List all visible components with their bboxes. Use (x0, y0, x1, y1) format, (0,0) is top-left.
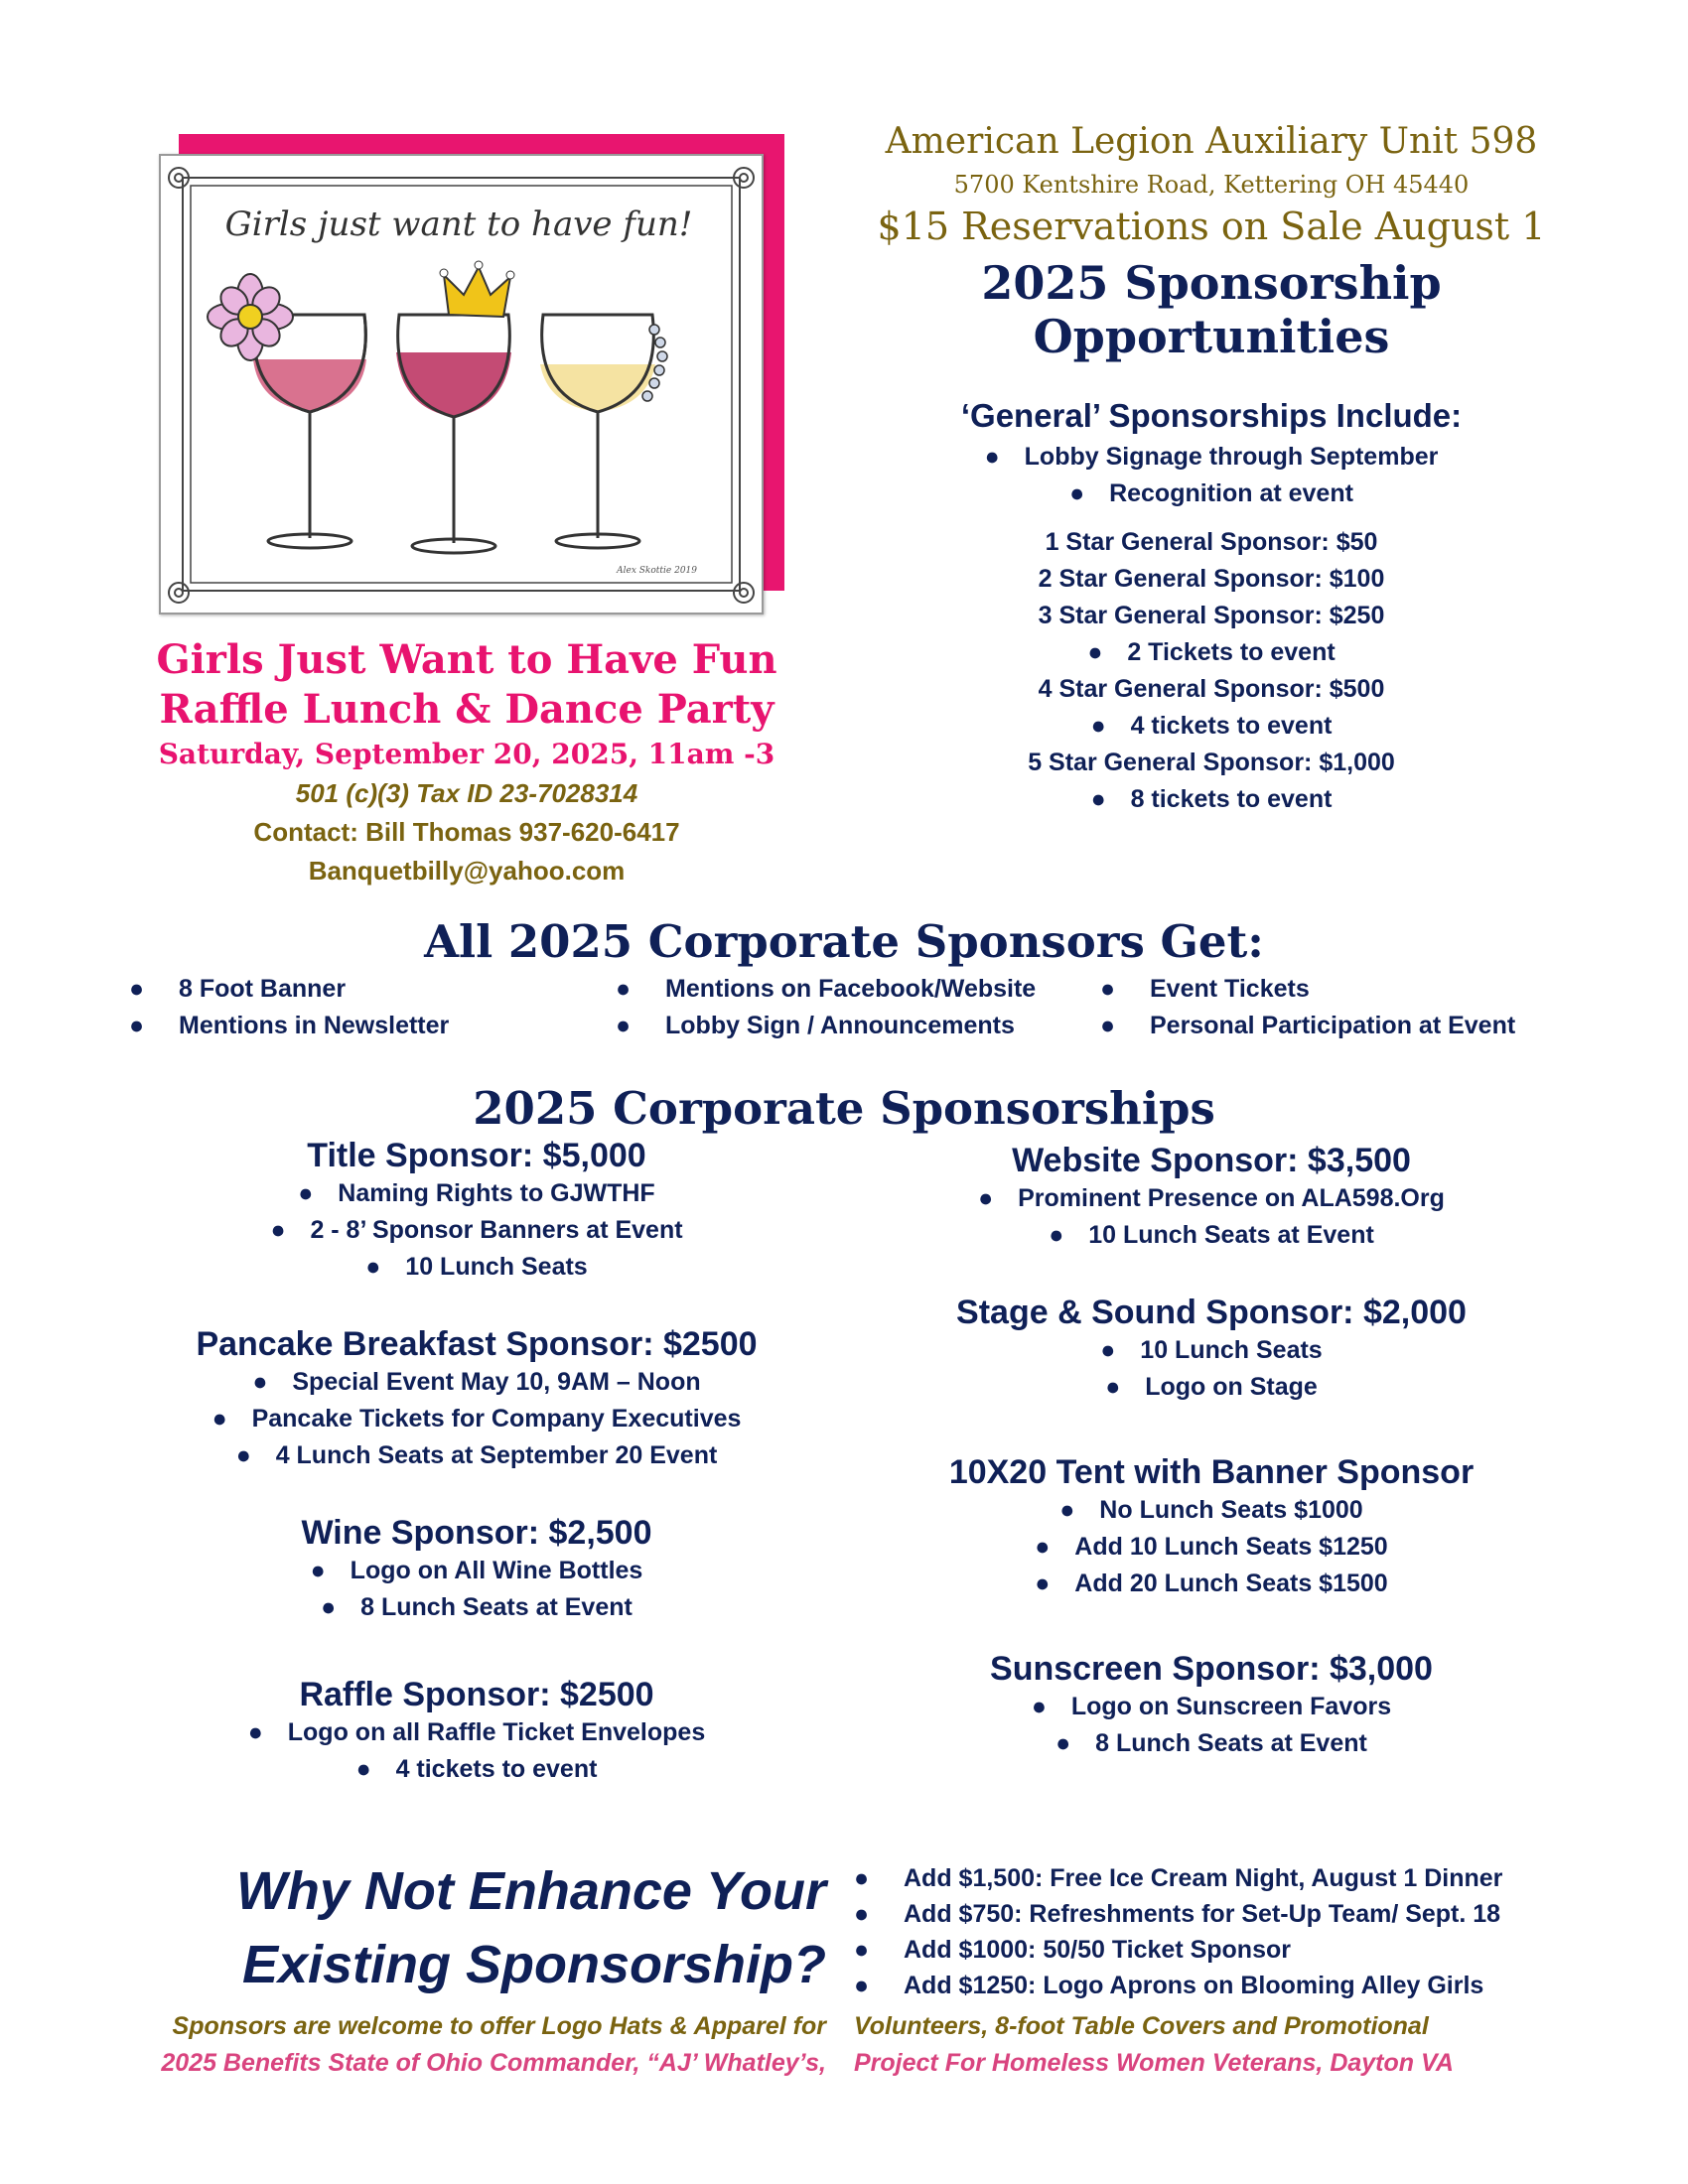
footer-right-1: Volunteers, 8-foot Table Covers and Promotional (854, 2012, 1429, 2040)
org-address: 5700 Kentshire Road, Kettering OH 45440 (953, 171, 1470, 199)
sponsor-benefit: ● Logo on Stage (1105, 1373, 1318, 1401)
tier-4-benefit: ● 4 tickets to event (1090, 712, 1333, 740)
footer-left-2: 2025 Benefits State of Ohio Commander, “AJ’ Whatley’s, (161, 2049, 826, 2077)
all-corp-benefit: ● 8 Foot Banner (129, 975, 347, 1003)
sponsor-sunscreen (834, 1650, 1589, 1762)
footer-left-1: Sponsors are welcome to offer Logo Hats & Apparel for (172, 2012, 826, 2040)
event-card-illustration (159, 134, 794, 620)
page-title-line1: 2025 Sponsorship (981, 256, 1442, 310)
enhance-heading-line1: Why Not Enhance Your (235, 1861, 826, 1921)
sponsor-title-name: Title Sponsor: $5,000 (307, 1137, 646, 1174)
sponsor-benefit: ● Logo on Sunscreen Favors (1031, 1693, 1392, 1720)
wine-glass-right (540, 315, 655, 548)
sponsor-benefit: ● Add 20 Lunch Seats $1500 (1035, 1570, 1388, 1597)
tier-3-benefit: ● 2 Tickets to event (1087, 638, 1336, 666)
sponsor-benefit: ● 4 tickets to event (355, 1755, 598, 1783)
sponsor-sunscreen-name: Sunscreen Sponsor: $3,000 (990, 1650, 1433, 1688)
sponsor-benefit: ● 10 Lunch Seats (365, 1253, 588, 1281)
general-include-2: ● Recognition at event (1069, 479, 1353, 507)
event-date: Saturday, September 20, 2025, 11am -3 (158, 738, 775, 770)
wine-glass-left (253, 315, 366, 548)
all-corporate-col3 (1100, 971, 1617, 1044)
sponsor-raffle (99, 1676, 854, 1788)
sponsor-benefit: ● Add 10 Lunch Seats $1250 (1035, 1533, 1388, 1561)
sponsor-tent (834, 1453, 1589, 1602)
tier-5-benefit: ● 8 tickets to event (1090, 785, 1333, 813)
tier-1: 1 Star General Sponsor: $50 (1045, 528, 1378, 556)
enhance-heading (119, 1854, 826, 2001)
addon-item: ● Add $1250: Logo Aprons on Blooming Alley Girls (854, 1972, 1484, 1999)
sponsor-benefit: ● 8 Lunch Seats at Event (1055, 1729, 1367, 1757)
sponsor-benefit: ● 10 Lunch Seats at Event (1049, 1221, 1374, 1249)
artist-signature: Alex Skottie 2019 (617, 566, 697, 576)
sponsor-wine (99, 1514, 854, 1626)
all-corp-benefit: ● Personal Participation at Event (1100, 1012, 1516, 1039)
sponsor-benefit: ● Prominent Presence on ALA598.Org (978, 1184, 1445, 1212)
corporate-right-column (834, 1142, 1589, 1762)
event-info (60, 635, 874, 889)
sponsor-benefit: ● 2 - 8’ Sponsor Banners at Event (270, 1216, 683, 1244)
sponsor-benefit: ● 4 Lunch Seats at September 20 Event (235, 1441, 718, 1469)
all-corporate-heading: All 2025 Corporate Sponsors Get: (424, 915, 1264, 968)
contact-email[interactable]: Banquetbilly@yahoo.com (308, 856, 626, 886)
sponsor-stage-name: Stage & Sound Sponsor: $2,000 (956, 1294, 1467, 1331)
sponsor-benefit: ● Pancake Tickets for Company Executives (211, 1405, 742, 1433)
all-corp-benefit: ● Event Tickets (1100, 975, 1310, 1003)
sponsor-website-name: Website Sponsor: $3,500 (1012, 1142, 1411, 1179)
addon-item: ● Add $1,500: Free Ice Cream Night, August 1 Dinner (854, 1864, 1503, 1892)
sponsor-benefit: ● No Lunch Seats $1000 (1059, 1496, 1363, 1524)
crown-icon (440, 261, 514, 317)
card-tagline: Girls just want to have fun! (224, 205, 693, 244)
sponsor-raffle-name: Raffle Sponsor: $2500 (299, 1676, 654, 1713)
sponsor-benefit: ● 8 Lunch Seats at Event (321, 1593, 633, 1621)
org-name: American Legion Auxiliary Unit 598 (885, 121, 1538, 162)
page-title-line2: Opportunities (1033, 310, 1390, 363)
page-title (834, 256, 1589, 363)
sponsor-wine-name: Wine Sponsor: $2,500 (301, 1514, 652, 1552)
sponsor-benefit: ● 10 Lunch Seats (1100, 1336, 1323, 1364)
tier-3: 3 Star General Sponsor: $250 (1038, 602, 1385, 629)
addon-item: ● Add $750: Refreshments for Set-Up Team/ Sept. 18 (854, 1900, 1501, 1928)
all-corporate-col1 (129, 971, 606, 1044)
sponsor-pancake-name: Pancake Breakfast Sponsor: $2500 (196, 1325, 758, 1363)
general-heading: ‘General’ Sponsorships Include: (960, 397, 1463, 434)
all-corp-benefit: ● Mentions on Facebook/Website (616, 975, 1037, 1003)
sponsor-pancake (99, 1325, 854, 1474)
sponsor-benefit: ● Logo on all Raffle Ticket Envelopes (247, 1718, 706, 1746)
reservations-notice: $15 Reservations on Sale August 1 (877, 205, 1546, 248)
tier-2: 2 Star General Sponsor: $100 (1038, 565, 1385, 593)
general-include-1: ● Lobby Signage through September (984, 443, 1439, 471)
event-name-line1: Girls Just Want to Have Fun (156, 636, 777, 683)
event-name-line2: Raffle Lunch & Dance Party (159, 686, 774, 733)
sponsor-benefit: ● Naming Rights to GJWTHF (298, 1179, 655, 1207)
sponsor-stage (834, 1294, 1589, 1406)
wine-glass-middle (396, 315, 511, 553)
all-corp-benefit: ● Mentions in Newsletter (129, 1012, 450, 1039)
corporate-heading: 2025 Corporate Sponsorships (473, 1082, 1215, 1135)
tier-5: 5 Star General Sponsor: $1,000 (1028, 749, 1395, 776)
tax-id: 501 (c)(3) Tax ID 23-7028314 (295, 778, 638, 808)
sponsor-tent-name: 10X20 Tent with Banner Sponsor (948, 1453, 1475, 1491)
corporate-left-column (99, 1137, 854, 1788)
enhance-heading-line2: Existing Sponsorship? (241, 1935, 826, 1994)
all-corporate-col2 (616, 971, 1092, 1044)
all-corp-benefit: ● Lobby Sign / Announcements (616, 1012, 1015, 1039)
card-front (159, 154, 764, 614)
addon-item: ● Add $1000: 50/50 Ticket Sponsor (854, 1936, 1291, 1964)
sponsor-benefit: ● Special Event May 10, 9AM – Noon (252, 1368, 701, 1396)
wine-glasses-drawing (161, 156, 762, 613)
sponsor-title (99, 1137, 854, 1286)
footer-right-2: Project For Homeless Women Veterans, Dayton VA (854, 2049, 1454, 2077)
sponsor-website (834, 1142, 1589, 1254)
general-sponsorships (834, 397, 1589, 818)
sponsor-benefit: ● Logo on All Wine Bottles (310, 1557, 643, 1584)
enhance-addons (854, 1860, 1648, 2003)
contact-info: Contact: Bill Thomas 937-620-6417 (253, 817, 680, 847)
tier-4: 4 Star General Sponsor: $500 (1038, 675, 1385, 703)
